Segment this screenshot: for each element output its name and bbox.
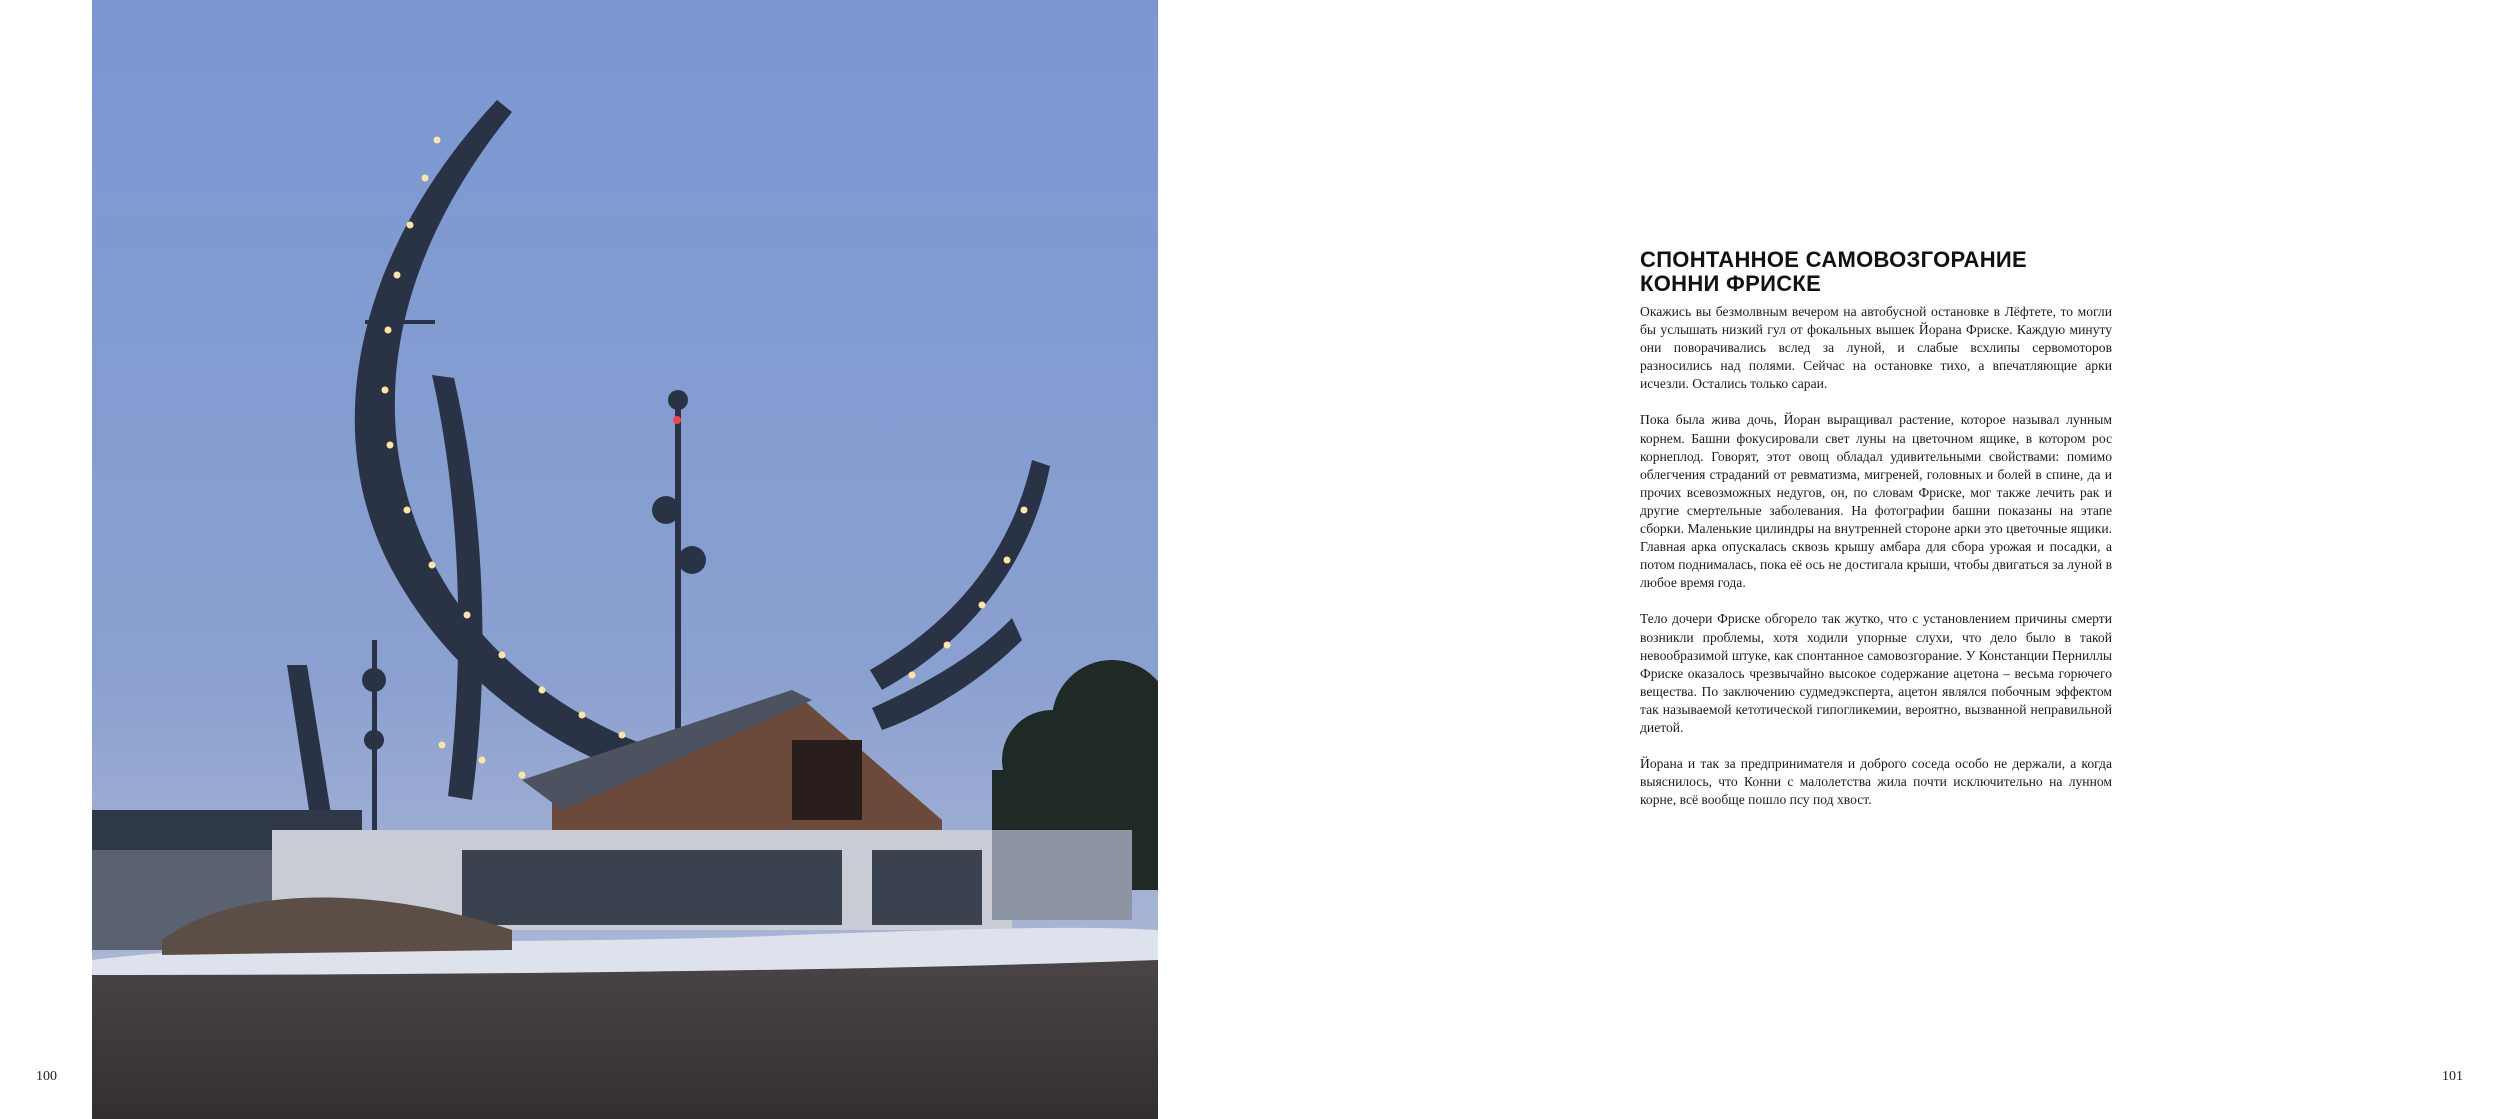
article-paragraph: Пока была жива дочь, Йоран выращивал растение, которое называл лунным корнем. Башни фокусировали свет луны на цветочном ящике, в котором рос корнеплод. Говорят, этот овощ обладал удивительными свойствами: помимо облегчения страданий от ревматизма, мигреней, головных и болей в спине, да и прочих всевозможных недугов, он, по словам Фриске, мог также лечить рак и другие смертельные заболевания. На фотографии башни показаны на этапе сборки. Маленькие цилиндры на внутренней стороне арки это цветочные ящики. Главная арка опускалась сквозь крышу амбара для сбора урожая и посадки, а потом поднималась, пока её ось не достигала крыши, чтобы двигаться за луной в любое время года. <box>1640 412 2112 591</box>
article-paragraph: Йорана и так за предпринимателя и доброго соседа особо не держали, а когда выяснилось, что Конни с малолетства жила почти исключительно на лунном корне, всё вообще пошло псу под хвост. <box>1640 756 2112 808</box>
article <box>1640 248 2112 827</box>
artwork <box>92 0 1158 1119</box>
article-paragraph: Окажись вы безмолвным вечером на автобусной остановке в Лёфтете, то могли бы услышать низкий гул от фокальных вышек Йорана Фриске. Каждую минуту они поворачивались вслед за луной, и слабые всхлипы сервомоторов разносились над полями. Сейчас на остановке тихо, а впечатляющие арки исчезли. Остались только сараи. <box>1640 304 2112 392</box>
illustration <box>92 0 1158 1119</box>
article-title-line: СПОНТАННОЕ САМОВОЗГОРАНИЕ <box>1640 247 2028 272</box>
page-number-right: 101 <box>2442 1069 2463 1084</box>
article-title-line: КОННИ ФРИСКЕ <box>1640 271 1822 296</box>
page-number-left: 100 <box>36 1069 57 1084</box>
article-title <box>1640 248 2112 296</box>
article-paragraph: Тело дочери Фриске обгорело так жутко, что с установлением причины смерти возникли проблемы, хотя ходили упорные слухи, что дело было в такой невообразимой штуке, как спонтанное самовозгорание. У Констанции Перниллы Фриске оказалось чрезвычайно высокое содержание ацетона – весьма горючего вещества. По заключению судмедэксперта, ацетон являлся побочным эффектом так называемой кетотической гипогликемии, вероятно, вызванной неправильной диетой. <box>1640 611 2112 735</box>
